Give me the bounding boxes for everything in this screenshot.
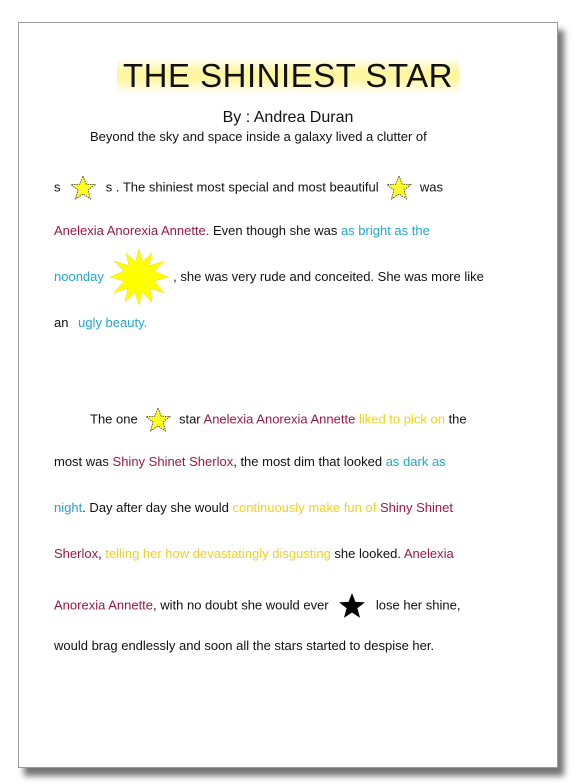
p2-line-6: would brag endlessly and soon all the stars started to despise her.: [54, 638, 435, 653]
p1-line-1: Beyond the sky and space inside a galaxy lived a clutter of: [90, 129, 427, 144]
star-icon: [386, 175, 412, 201]
name-anelexia: Anelexia Anorexia Annette: [203, 411, 356, 427]
p2-line-4: Sherlox, telling her how devastatingly disgusting she looked. Anelexia: [54, 546, 454, 561]
name-sherlox: Shiny Shinet: [379, 500, 453, 515]
name-sherlox: Shiny Shinet Sherlox: [112, 454, 234, 469]
sun-icon: [108, 247, 170, 307]
p1-line-2-b: s . The shiniest most special and most beautiful: [105, 179, 379, 195]
p1-line-2: [54, 175, 443, 201]
p2-line-2: most was Shiny Shinet Sherlox, the most dim that looked as dark as: [54, 454, 446, 469]
p1-line-2-c: was: [419, 179, 444, 195]
document-page: [18, 22, 558, 768]
p1-line-3: Anelexia Anorexia Annette. Even though she was as bright as the: [54, 223, 430, 238]
p1-line-4: noonday , she was very rude and conceited. She was more like: [54, 269, 484, 285]
star-icon: [145, 407, 171, 433]
star-icon: [70, 175, 96, 201]
name-anelexia: Anelexia Anorexia Annette.: [54, 223, 210, 238]
name-anelexia: Anelexia: [403, 546, 454, 561]
p1-line-5: an ugly beauty.: [54, 315, 148, 330]
p2-line-1: The one star Anelexia Anorexia Annette liked to pick on the: [90, 407, 467, 433]
story-title: THE SHINIEST STAR: [19, 57, 557, 95]
p1-line-2-a: s: [54, 179, 61, 195]
black-star-icon: [338, 592, 366, 620]
p2-line-3: night. Day after day she would continuously make fun of Shiny Shinet: [54, 500, 453, 515]
p2-line-5: Anorexia Annette, with no doubt she would ever lose her shine,: [54, 592, 460, 620]
author-byline: By : Andrea Duran: [222, 109, 354, 126]
